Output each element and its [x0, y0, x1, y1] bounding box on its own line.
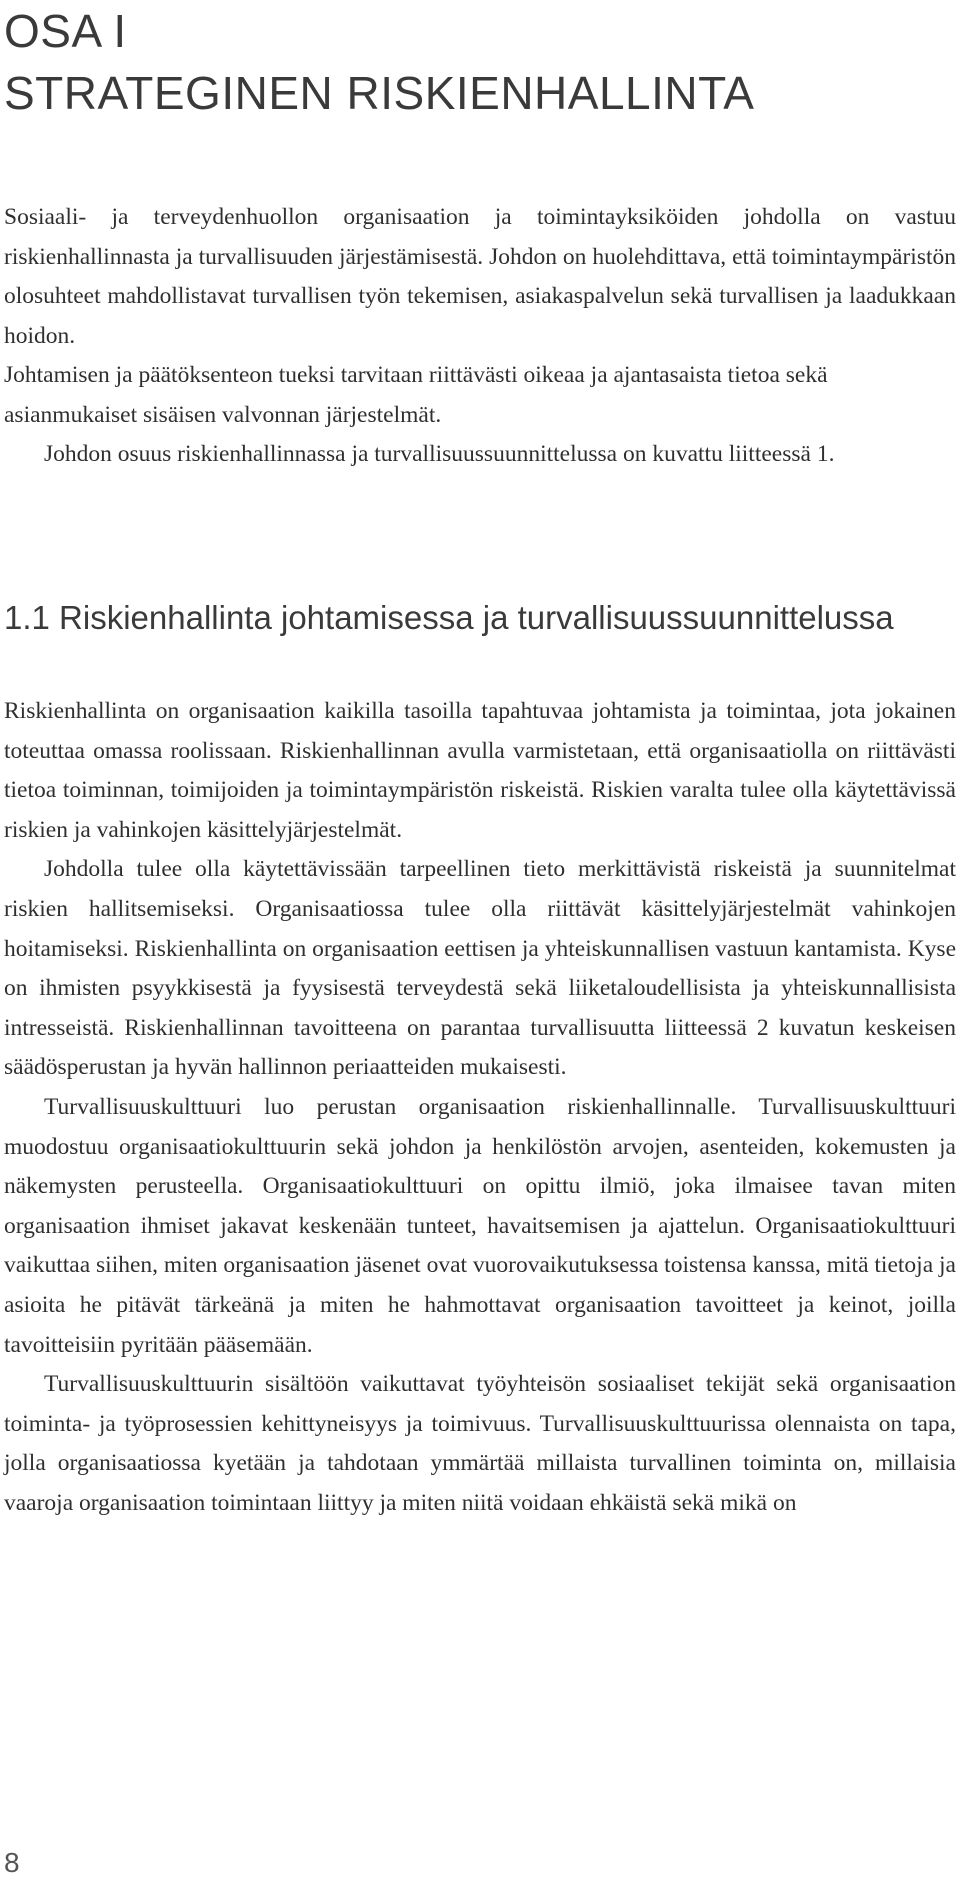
part-name: STRATEGINEN RISKIENHALLINTA	[4, 67, 755, 119]
page-number: 8	[4, 1847, 20, 1878]
body-paragraph: Riskienhallinta on organisaation kaikilla tasoilla tapahtuvaa johtamista ja toimintaa, jota jokainen toteuttaa omassa roolissaan. Riskienhallinnan avulla varmistetaan, että organisaatiolla on riittävästi tietoa toiminnan, toimijoiden ja toimintaympäristön riskeistä. Riskien varalta tulee olla käytettävissä riskien ja vahinkojen käsittelyjärjestelmät.	[4, 698, 956, 843]
intro-text	[4, 198, 956, 475]
intro-paragraph: Johtamisen ja päätöksenteon tueksi tarvitaan riittävästi oikeaa ja ajantasaista tietoa sekä asianmukaiset sisäisen valvonnan järjestelmät.	[4, 362, 828, 428]
part-title	[4, 0, 755, 124]
section-heading: 1.1 Riskienhallinta johtamisessa ja turvallisuussuunnittelussa	[4, 599, 894, 636]
intro-paragraph: Sosiaali- ja terveydenhuollon organisaation ja toimintayksiköiden johdolla on vastuu riskienhallinnasta ja turvallisuuden järjestämisestä. Johdon on huolehdittava, että toimintaympäristön olosuhteet mahdollistavat turvallisen työn tekemisen, asiakaspalvelun sekä turvallisen ja laadukkaan hoidon.	[4, 204, 956, 349]
body-paragraph: Johdolla tulee olla käytettävissään tarpeellinen tieto merkittävistä riskeistä ja suunnitelmat riskien hallitsemiseksi. Organisaatiossa tulee olla riittävät käsittelyjärjestelmät vahinkojen hoitamiseksi. Riskienhallinta on organisaation eettisen ja yhteiskunnallisen vastuun kantamista. Kyse on ihmisten psyykkisestä ja fyysisestä terveydestä sekä liiketaloudellisista ja yhteiskunnallisista intresseistä. Riskienhallinnan tavoitteena on parantaa turvallisuutta liitteessä 2 kuvatun keskeisen säädösperustan ja hyvän hallinnon periaatteiden mukaisesti.	[4, 856, 956, 1081]
section-body	[4, 692, 956, 1523]
body-paragraph: Turvallisuuskulttuurin sisältöön vaikuttavat työyhteisön sosiaaliset tekijät sekä organisaation toiminta- ja työprosessien kehittyneisyys ja toimivuus. Turvallisuuskulttuurissa olennaista on tapa, jolla organisaatiossa kyetään ja tahdotaan ymmärtää millaista turvallinen toiminta on, millaisia vaaroja organisaation toimintaan liittyy ja miten niitä voidaan ehkäistä sekä mikä on	[4, 1371, 956, 1516]
body-paragraph: Turvallisuuskulttuuri luo perustan organisaation riskienhallinnalle. Turvallisuuskulttuuri muodostuu organisaatiokulttuurin sekä johdon ja henkilöstön arvojen, asenteiden, kokemusten ja näkemysten perusteella. Organisaatiokulttuuri on opittu ilmiö, joka ilmaisee tavan miten organisaation ihmiset jakavat keskenään tunteet, havaitsemisen ja ajattelun. Organisaatiokulttuuri vaikuttaa siihen, miten organisaation jäsenet ovat vuorovaikutuksessa toistensa kanssa, mitä tietoja ja asioita he pitävät tärkeänä ja miten he hahmottavat organisaation tavoitteet ja keinot, joilla tavoitteisiin pyritään pääsemään.	[4, 1093, 956, 1358]
part-number: OSA I	[4, 5, 127, 57]
intro-paragraph: Johdon osuus riskienhallinnassa ja turvallisuussuunnittelussa on kuvattu liitteessä 1.	[44, 441, 835, 467]
